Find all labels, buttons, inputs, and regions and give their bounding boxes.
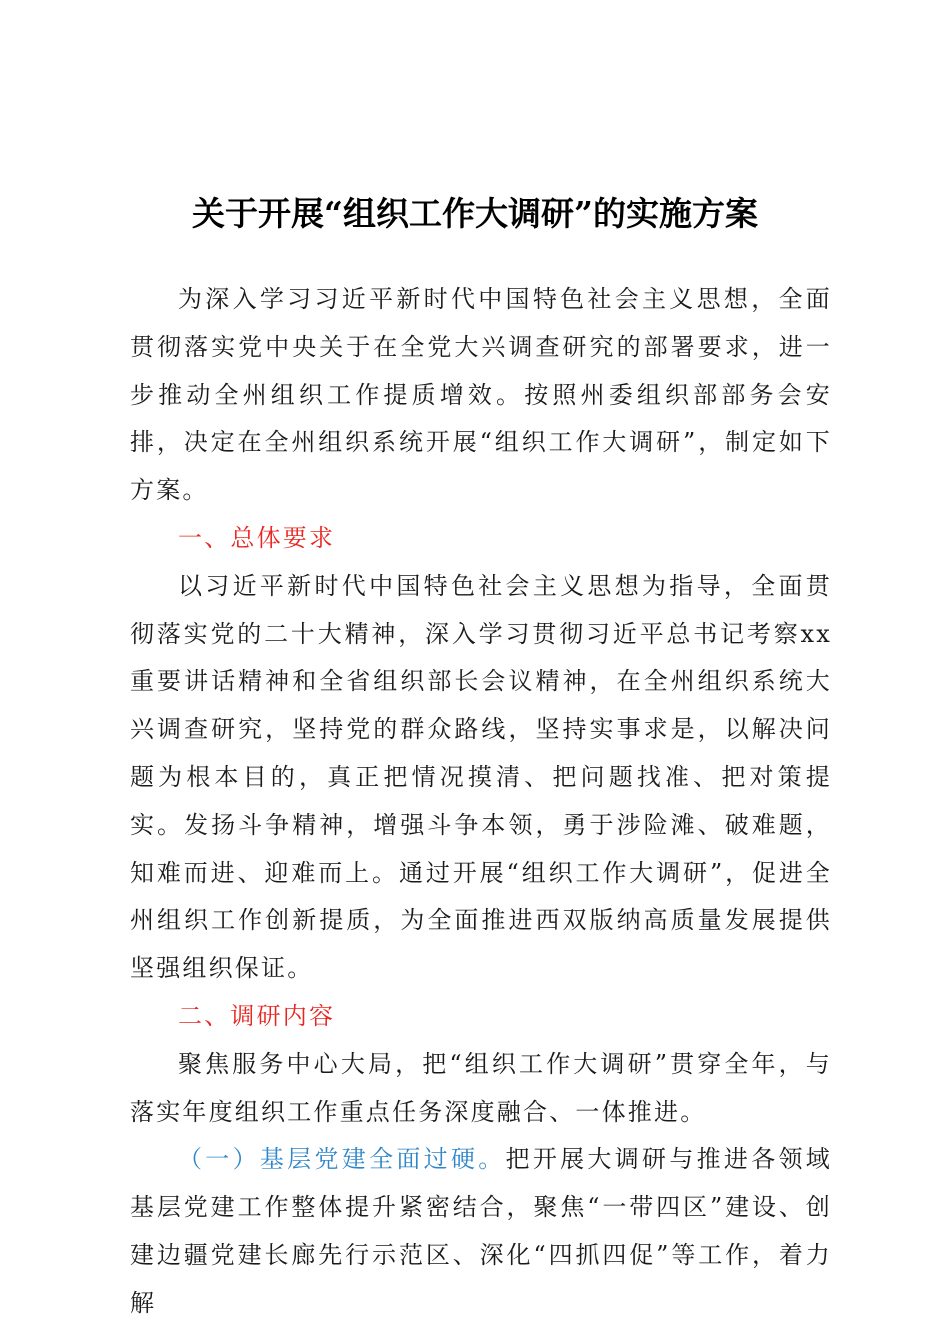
item-1-body: 把开展大调研与推进各领域基层党建工作整体提升紧密结合，聚焦“一带四区”建设、创建边疆党建长廊先行示范区、深化“四抓四促”等工作，着力解: [130, 1145, 832, 1317]
general-requirements-paragraph: 以习近平新时代中国特色社会主义思想为指导，全面贯彻落实党的二十大精神，深入学习贯彻习近平总书记考察xx重要讲话精神和全省组织部长会议精神，在全州组织系统大兴调查研究，坚持党的群众路线，坚持实事求是，以解决问题为根本目的，真正把情况摸清、把问题找准、把对策提实。发扬斗争精神，增强斗争本领，勇于涉险滩、破难题，知难而进、迎难而上。通过开展“组织工作大调研”，促进全州组织工作创新提质，为全面推进西双版纳高质量发展提供坚强组织保证。: [130, 571, 832, 983]
item-1-paragraph: [130, 1136, 832, 1327]
section-heading-research-content: [130, 993, 832, 1041]
document-title: 关于开展“组织工作大调研”的实施方案: [192, 194, 758, 233]
research-content-paragraph: 聚焦服务中心大局，把“组织工作大调研”贯穿全年，与落实年度组织工作重点任务深度融合、一体推进。: [130, 1049, 832, 1126]
section-heading-general-requirements: [130, 515, 832, 563]
intro-paragraph: 为深入学习习近平新时代中国特色社会主义思想，全面贯彻落实党中央关于在全党大兴调查研究的部署要求，进一步推动全州组织工作提质增效。按照州委组织部部务会安排，决定在全州组织系统开展“组织工作大调研”，制定如下方案。: [130, 285, 832, 505]
document-body: [130, 276, 832, 1328]
item-1-label: （一）基层党建全面过硬。: [178, 1145, 506, 1174]
section-heading-label: 二、调研内容: [178, 1001, 336, 1030]
section-heading-label: 一、总体要求: [178, 523, 336, 552]
